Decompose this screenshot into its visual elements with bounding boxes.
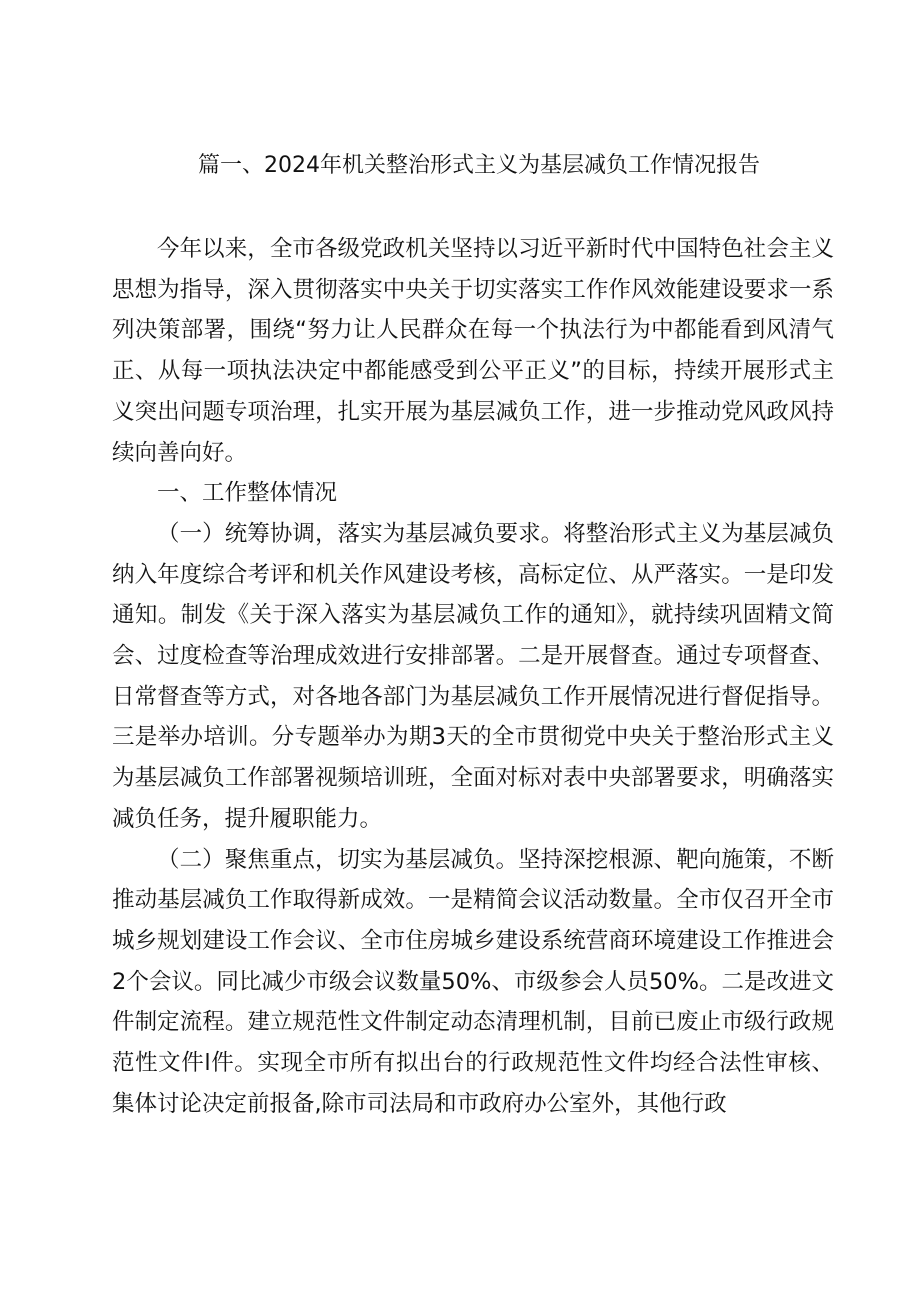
intro-paragraph: 今年以来，全市各级党政机关坚持以习近平新时代中国特色社会主义思想为指导，深入贯彻落实中央关于切实落实工作作风效能建设要求一系列决策部署，围绕“努力让人民群众在每一个执法行为中都能看到风清气正、从每一项执法决定中都能感受到公平正义”的目标，持续开展形式主义突出问题专项治理，扎实开展为基层减负工作，进一步推动党风政风持续向善向好。 [112, 236, 834, 466]
document-title: 篇一、2024年机关整治形式主义为基层减负工作情况报告 [198, 153, 760, 178]
paragraph-focus: （二）聚焦重点，切实为基层减负。坚持深挖根源、靶向施策，不断推动基层减负工作取得新成效。一是精简会议活动数量。全市仅召开全市城乡规划建设工作会议、全市住房城乡建设系统营商环境建设工作推进会2个会议。同比减少市级会议数量50%、市级参会人员50%。二是改进文件制定流程。建立规范性文件制定动态清理机制，目前已废止市级行政规范性文件l件。实现全市所有拟出台的行政规范性文件均经合法性审核、集体讨论决定前报备,除市司法局和市政府办公室外，其他行政 [112, 846, 834, 1117]
section-heading: 一、工作整体情况 [157, 480, 338, 507]
document-body [112, 229, 834, 1124]
paragraph-coordination: （一）统筹协调，落实为基层减负要求。将整治形式主义为基层减负纳入年度综合考评和机关作风建设考核，高标定位、从严落实。一是印发通知。制发《关于深入落实为基层减负工作的通知》，就持续巩固精文简会、过度检查等治理成效进行安排部署。二是开展督查。通过专项督查、日常督查等方式，对各地各部门为基层减负工作开展情况进行督促指导。三是举办培训。分专题举办为期3天的全市贯彻党中央关于整治形式主义为基层减负工作部署视频培训班，全面对标对表中央部署要求，明确落实减负任务，提升履职能力。 [112, 520, 834, 832]
